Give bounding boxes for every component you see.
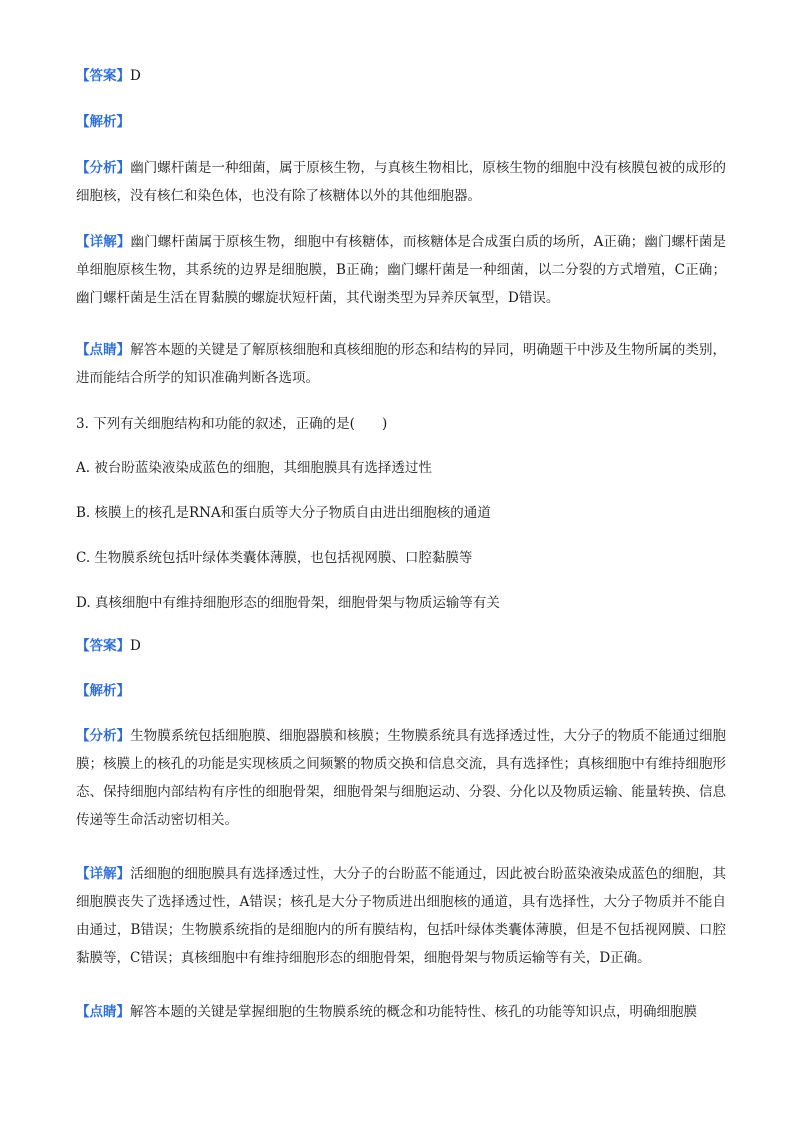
- answer-tag: 【 答案 】: [76, 638, 130, 654]
- option-d: D. 真核细胞中有维持细胞形态的细胞骨架，细胞骨架与物质运输等有关: [76, 595, 500, 611]
- dianjing-tag: 【 点睛 】: [76, 1004, 130, 1020]
- fenxi-tag: 【 分析 】: [76, 728, 130, 744]
- xiangjie-paragraph: [76, 860, 726, 972]
- fenxi-text: 幽门螺杆菌是一种细菌，属于原核生物，与真核生物相比，原核生物的细胞中没有核膜包被的成形的细胞核，没有核仁和染色体，也没有除了核糖体以外的其他细胞器。: [76, 160, 727, 204]
- fenxi-paragraph: [76, 154, 726, 210]
- fenxi-tag: 【 分析 】: [76, 160, 130, 176]
- analysis-heading: [76, 677, 726, 705]
- option-b: B. 核膜上的核孔是RNA和蛋白质等大分子物质自由进出细胞核的通道: [76, 505, 491, 521]
- dianjing-text: 解答本题的关键是掌握细胞的生物膜系统的概念和功能特性、核孔的功能等知识点，明确细胞膜: [130, 1004, 697, 1020]
- fenxi-paragraph: [76, 722, 726, 834]
- analysis-heading: [76, 108, 726, 136]
- answer-value: D: [130, 68, 141, 84]
- xiangjie-text: 幽门螺杆菌属于原核生物，细胞中有核糖体，而核糖体是合成蛋白质的场所，A正确；幽门螺杆菌是单细胞原核生物，其系统的边界是细胞膜，B正确；幽门螺杆菌是一种细菌，以二分裂的方式增殖，C正确；幽门螺杆菌是生活在胃黏膜的螺旋状短杆菌，其代谢类型为异养厌氧型，D错误。: [76, 234, 727, 306]
- question-stem: 3. 下列有关细胞结构和功能的叙述，正确的是( ): [76, 416, 388, 432]
- option-a: A. 被台盼蓝染液染成蓝色的细胞，其细胞膜具有选择透过性: [76, 460, 432, 476]
- analysis-tag: 【 解析 】: [76, 683, 130, 699]
- answer-tag: 【 答案 】: [76, 68, 130, 84]
- dianjing-text: 解答本题的关键是了解原核细胞和真核细胞的形态和结构的异同，明确题干中涉及生物所属的类别，进而能结合所学的知识准确判断各选项。: [76, 342, 727, 386]
- analysis-tag: 【 解析 】: [76, 114, 130, 130]
- xiangjie-tag: 【 详解 】: [76, 234, 131, 250]
- xiangjie-text: 活细胞的细胞膜具有选择透过性，大分子的台盼蓝不能通过，因此被台盼蓝染液染成蓝色的细胞，其细胞膜丧失了选择透过性，A错误；核孔是大分子物质进出细胞核的通道，具有选择性，大分子物质并不能自由通过，B错误；生物膜系统指的是细胞内的所有膜结构，包括叶绿体类囊体薄膜，但是不包括视网膜、口腔黏膜等，C错误；真核细胞中有维持细胞形态的细胞骨架，细胞骨架与物质运输等有关，D正确。: [76, 866, 727, 966]
- answer-line: [76, 632, 726, 660]
- fenxi-text: 生物膜系统包括细胞膜、细胞器膜和核膜；生物膜系统具有选择透过性，大分子的物质不能通过细胞膜；核膜上的核孔的功能是实现核质之间频繁的物质交换和信息交流，具有选择性；真核细胞中有维持细胞形态、保持细胞内部结构有序性的细胞骨架，细胞骨架与细胞运动、分裂、分化以及物质运输、能量转换、信息传递等生命活动密切相关。: [76, 728, 727, 828]
- xiangjie-paragraph: [76, 228, 726, 312]
- dianjing-paragraph: [76, 998, 726, 1026]
- answer-line: [76, 62, 726, 90]
- answer-value: D: [130, 638, 141, 654]
- xiangjie-tag: 【 详解 】: [76, 866, 130, 882]
- option-c: C. 生物膜系统包括叶绿体类囊体薄膜，也包括视网膜、口腔黏膜等: [76, 550, 473, 566]
- dianjing-tag: 【 点睛 】: [76, 342, 130, 358]
- dianjing-paragraph: [76, 336, 726, 392]
